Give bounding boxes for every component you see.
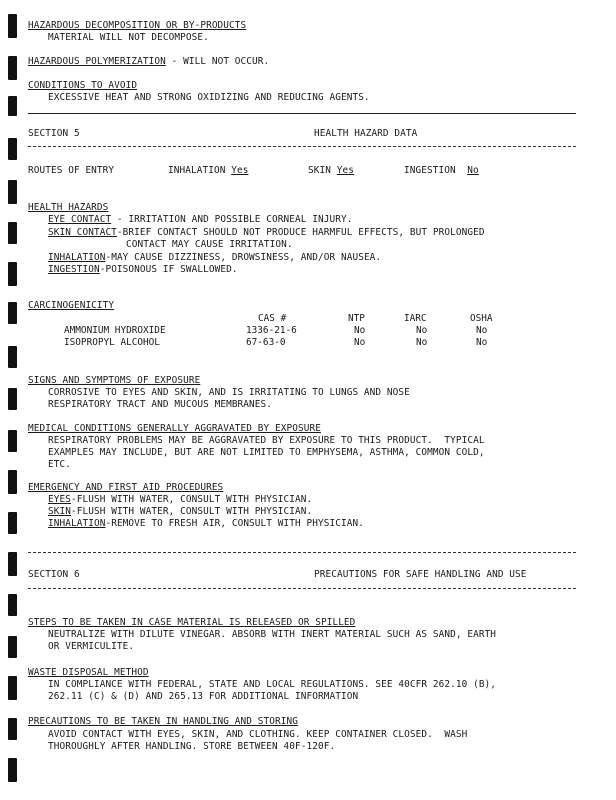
section-divider	[28, 588, 576, 589]
health-hazards-heading: HEALTH HAZARDS	[28, 202, 109, 213]
skin-label: SKIN	[308, 165, 331, 176]
scan-mark	[8, 388, 17, 410]
eye-contact-label: EYE CONTACT	[48, 214, 112, 225]
ingestion-route	[404, 165, 479, 177]
cas-number: 1336-21-6	[246, 325, 297, 336]
ntp-value: No	[354, 325, 366, 336]
scan-mark	[8, 758, 17, 782]
osha-header: OSHA	[470, 313, 493, 324]
iarc-value: No	[416, 337, 428, 348]
ingestion-value: No	[467, 165, 479, 176]
waste-line-2: 262.11 (C) & (D) AND 265.13 FOR ADDITIONAL INFORMATION	[48, 691, 359, 702]
inhalation-hazard-text: -MAY CAUSE DIZZINESS, DROWSINESS, AND/OR NAUSEA.	[105, 252, 382, 263]
ingestion-hazard-label: INGESTION	[48, 264, 100, 275]
osha-value: No	[476, 325, 488, 336]
chemical-name: ISOPROPYL ALCOHOL	[64, 337, 160, 348]
first-aid-skin-label: SKIN	[48, 506, 71, 517]
scan-mark	[8, 430, 17, 452]
section-divider	[28, 552, 576, 553]
spill-heading: STEPS TO BE TAKEN IN CASE MATERIAL IS RELEASED OR SPILLED	[28, 617, 356, 628]
section5-number: SECTION 5	[28, 128, 80, 139]
signs-line-2: RESPIRATORY TRACT AND MUCOUS MEMBRANES.	[48, 399, 273, 410]
avoid-text: EXCESSIVE HEAT AND STRONG OXIDIZING AND REDUCING AGENTS.	[48, 92, 370, 103]
ntp-header: NTP	[348, 313, 365, 324]
storing-heading: PRECAUTIONS TO BE TAKEN IN HANDLING AND STORING	[28, 716, 298, 727]
scan-mark	[8, 302, 17, 324]
first-aid-skin-line	[48, 506, 312, 518]
skin-route	[308, 165, 354, 177]
chemical-name: AMMONIUM HYDROXIDE	[64, 325, 166, 336]
medical-heading: MEDICAL CONDITIONS GENERALLY AGGRAVATED BY EXPOSURE	[28, 423, 321, 434]
scan-mark	[8, 180, 17, 204]
first-aid-inhalation-line	[48, 518, 364, 530]
scan-mark	[8, 138, 17, 160]
scan-mark	[8, 676, 17, 700]
scan-mark	[8, 222, 17, 244]
first-aid-eyes-text: -FLUSH WITH WATER, CONSULT WITH PHYSICIAN.	[70, 494, 313, 505]
polymerization-text: - WILL NOT OCCUR.	[171, 56, 270, 67]
ingestion-hazard-text: -POISONOUS IF SWALLOWED.	[99, 264, 238, 275]
spill-line-2: OR VERMICULITE.	[48, 641, 135, 652]
scan-mark	[8, 96, 17, 116]
scan-mark	[8, 262, 17, 286]
osha-value: No	[476, 337, 488, 348]
iarc-value: No	[416, 325, 428, 336]
storing-line-2: THOROUGHLY AFTER HANDLING. STORE BETWEEN 40F-120F.	[48, 741, 336, 752]
medical-line-1: RESPIRATORY PROBLEMS MAY BE AGGRAVATED BY EXPOSURE TO THIS PRODUCT. TYPICAL	[48, 435, 485, 446]
section-divider	[28, 113, 576, 114]
first-aid-skin-text: -FLUSH WITH WATER, CONSULT WITH PHYSICIAN.	[70, 506, 313, 517]
scan-mark	[8, 552, 17, 576]
scan-mark	[8, 594, 17, 616]
first-aid-eyes-label: EYES	[48, 494, 71, 505]
signs-heading: SIGNS AND SYMPTOMS OF EXPOSURE	[28, 375, 201, 386]
decomposition-text: MATERIAL WILL NOT DECOMPOSE.	[48, 32, 209, 43]
first-aid-inhalation-label: INHALATION	[48, 518, 106, 529]
medical-line-2: EXAMPLES MAY INCLUDE, BUT ARE NOT LIMITED TO EMPHYSEMA, ASTHMA, COMMON COLD,	[48, 447, 485, 458]
routes-label: ROUTES OF ENTRY	[28, 165, 115, 176]
section6-number: SECTION 6	[28, 569, 80, 580]
scan-mark	[8, 346, 17, 368]
skin-contact-text: -BRIEF CONTACT SHOULD NOT PRODUCE HARMFUL EFFECTS, BUT PROLONGED	[116, 227, 485, 238]
first-aid-inhalation-text: -REMOVE TO FRESH AIR, CONSULT WITH PHYSICIAN.	[105, 518, 364, 529]
section6-title: PRECAUTIONS FOR SAFE HANDLING AND USE	[314, 569, 527, 580]
scan-mark	[8, 512, 17, 534]
iarc-header: IARC	[404, 313, 427, 324]
first-aid-eyes-line	[48, 494, 312, 506]
skin-contact-label: SKIN CONTACT	[48, 227, 117, 238]
inhalation-route	[168, 165, 248, 177]
skin-contact-text-2: CONTACT MAY CAUSE IRRITATION.	[126, 239, 293, 250]
scan-mark	[8, 470, 17, 494]
spill-line-1: NEUTRALIZE WITH DILUTE VINEGAR. ABSORB WITH INERT MATERIAL SUCH AS SAND, EARTH	[48, 629, 497, 640]
section-divider	[28, 146, 576, 147]
inhalation-hazard-label: INHALATION	[48, 252, 106, 263]
first-aid-heading: EMERGENCY AND FIRST AID PROCEDURES	[28, 482, 224, 493]
eye-contact-text: - IRRITATION AND POSSIBLE CORNEAL INJURY.	[111, 214, 353, 225]
cas-header: CAS #	[258, 313, 287, 324]
scan-mark	[8, 14, 17, 38]
decomposition-heading: HAZARDOUS DECOMPOSITION OR BY-PRODUCTS	[28, 20, 247, 31]
signs-line-1: CORROSIVE TO EYES AND SKIN, AND IS IRRITATING TO LUNGS AND NOSE	[48, 387, 410, 398]
waste-heading: WASTE DISPOSAL METHOD	[28, 667, 149, 678]
waste-line-1: IN COMPLIANCE WITH FEDERAL, STATE AND LOCAL REGULATIONS. SEE 40CFR 262.10 (B),	[48, 679, 497, 690]
ingestion-label: INGESTION	[404, 165, 456, 176]
eye-contact-line	[48, 214, 352, 226]
avoid-heading: CONDITIONS TO AVOID	[28, 80, 138, 91]
polymerization-heading: HAZARDOUS POLYMERIZATION	[28, 56, 166, 67]
scan-mark	[8, 718, 17, 740]
ingestion-hazard-line	[48, 264, 238, 276]
carcinogenicity-heading: CARCINOGENICITY	[28, 300, 115, 311]
inhalation-hazard-line	[48, 252, 381, 264]
cas-number: 67-63-0	[246, 337, 286, 348]
skin-value: Yes	[336, 165, 354, 176]
scan-mark	[8, 636, 17, 658]
section5-title: HEALTH HAZARD DATA	[314, 128, 418, 139]
medical-line-3: ETC.	[48, 459, 71, 470]
polymerization-line	[28, 56, 269, 68]
inhalation-value: Yes	[231, 165, 249, 176]
skin-contact-line	[48, 227, 485, 239]
storing-line-1: AVOID CONTACT WITH EYES, SKIN, AND CLOTHING. KEEP CONTAINER CLOSED. WASH	[48, 729, 468, 740]
inhalation-label: INHALATION	[168, 165, 226, 176]
scan-mark	[8, 56, 17, 80]
ntp-value: No	[354, 337, 366, 348]
